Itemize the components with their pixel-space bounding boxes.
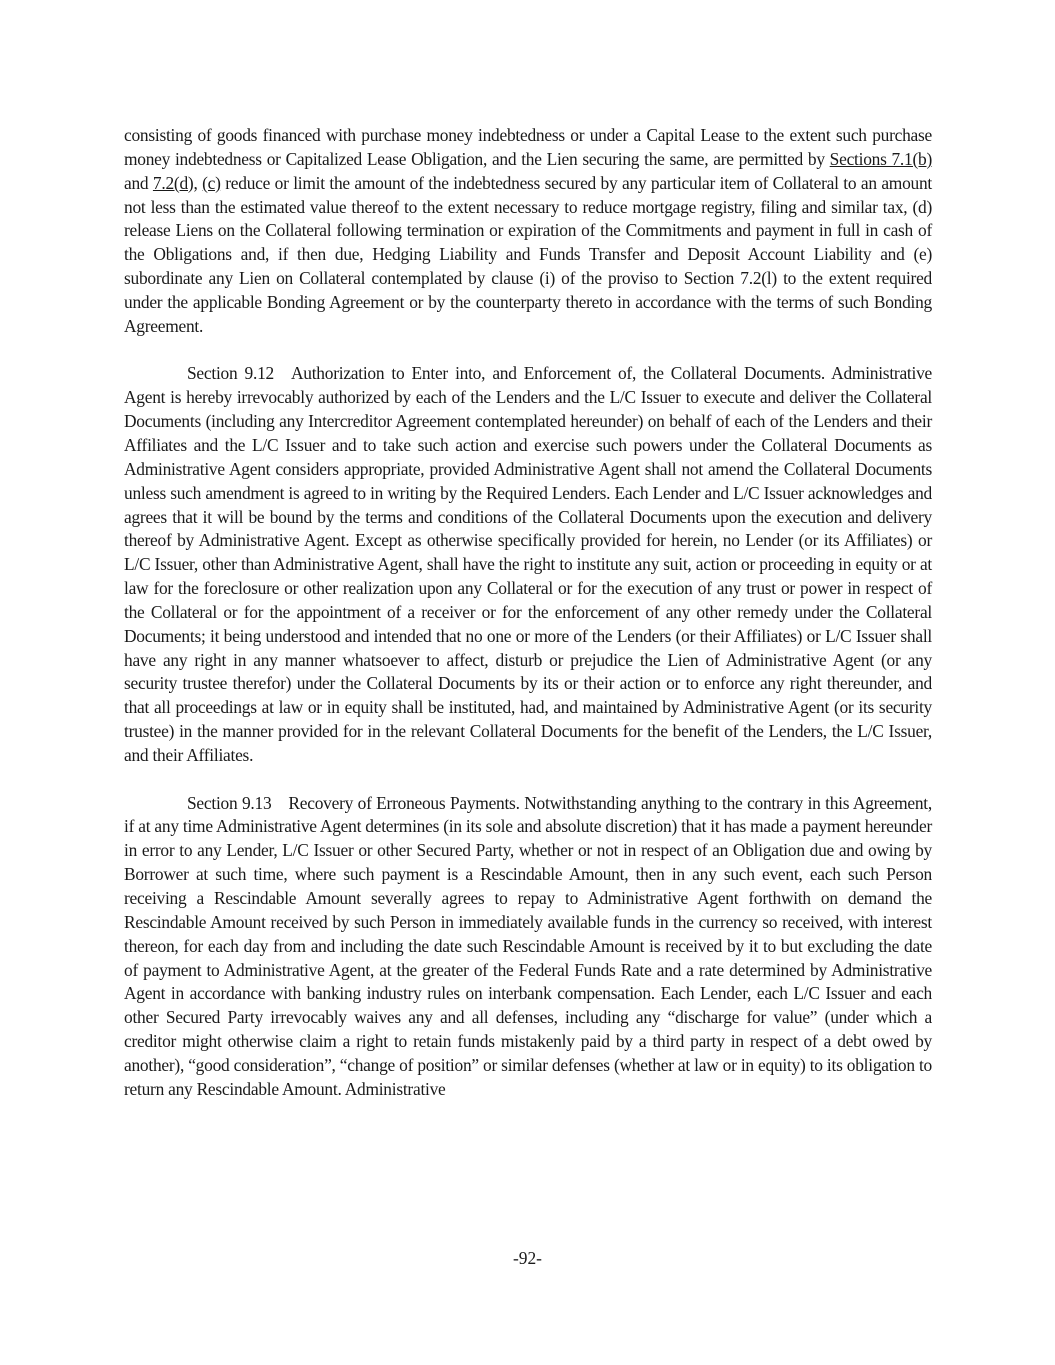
section-number: Section 9.12 [187, 363, 274, 384]
paragraph-text: consisting of goods financed with purchase money indebtedness or under a Capital Lease to the extent such purchase money indebtedness or Capitalized Lease Obligation, and the Lien securing the same, are permitted by [124, 125, 932, 169]
clause-reference-c: (c) [202, 172, 221, 193]
section-title: Recovery of Erroneous Payments. [288, 792, 520, 813]
paragraph-text: , [193, 172, 203, 193]
section-reference-7-1b: Sections 7.1(b) [829, 148, 933, 169]
section-body: Administrative Agent is hereby irrevocably authorized by each of the Lenders and the L/C Issuer to execute and deliver the Collateral Documents (including any Intercreditor Agreement contemplated hereunder) on behalf of each of the Lenders and their Affiliates and the L/C Issuer and to take such action and exercise such powers under the Collateral Documents as Administrative Agent considers appropriate, provided Administrative Agent shall not amend the Collateral Documents unless such amendment is agreed to in writing by the Required Lenders. Each Lender and L/C Issuer acknowledges and agrees that it will be bound by the terms and conditions of the Collateral Documents upon the execution and delivery thereof by Administrative Agent. Except as otherwise specifically provided for herein, no Lender (or its Affiliates) or L/C Issuer, other than Administrative Agent, shall have the right to institute any suit, action or proceeding in equity or at law for the foreclosure or other realization upon any Collateral or for the execution of any trust or power in respect of the Collateral or for the appointment of a receiver or for the enforcement of any other remedy under the Collateral Documents; it being understood and intended that no one or more of the Lenders (or their Affiliates) or L/C Issuer shall have any right in any manner whatsoever to affect, disturb or prejudice the Lien of Administrative Agent (or any security trustee therefor) under the Collateral Documents by its or their action or to enforce any right thereunder, and that all proceedings at law or in equity shall be instituted, had, and maintained by Administrative Agent (or its security trustee) in the manner provided for in the relevant Collateral Documents for the benefit of the Lenders, the L/C Issuer, and their Affiliates. [124, 363, 932, 765]
paragraph-text: and [124, 172, 153, 193]
page-number: -92- [513, 1248, 542, 1268]
paragraph-continuation [124, 124, 932, 339]
section-number: Section 9.13 [187, 792, 272, 813]
document-page [124, 124, 932, 1102]
section-body: Notwithstanding anything to the contrary in this Agreement, if at any time Administrative Agent determines (in its sole and absolute discretion) that it has made a payment hereunder in error to any Lender, L/C Issuer or other Secured Party, whether or not in respect of an Obligation due and owing by Borrower at such time, where such payment is a Rescindable Amount, then in any such event, each such Person receiving a Rescindable Amount severally agrees to repay to Administrative Agent forthwith on demand the Rescindable Amount received by such Person in immediately available funds in the currency so received, with interest thereon, for each day from and including the date such Rescindable Amount is received by it to but excluding the date of payment to Administrative Agent, at the greater of the Federal Funds Rate and a rate determined by Administrative Agent in accordance with banking industry rules on interbank compensation. Each Lender, each L/C Issuer and each other Secured Party irrevocably waives any and all defenses, including any “discharge for value” (under which a creditor might otherwise claim a right to retain funds mistakenly paid by a third party in respect of a debt owed by another), “good consideration”, “change of position” or similar defenses (whether at law or in equity) to its obligation to return any Rescindable Amount. Administrative [124, 792, 932, 1099]
section-title: Authorization to Enter into, and Enforcement of, the Collateral Documents. [290, 363, 826, 384]
section-9-13 [124, 792, 932, 1102]
paragraph-text: reduce or limit the amount of the indebtedness secured by any particular item of Collateral to an amount not less than the estimated value thereof to the extent necessary to reduce mortgage registry, filing and similar tax, (d) release Liens on the Collateral following termination or expiration of the Commitments and payment in full in cash of the Obligations and, if then due, Hedging Liability and Funds Transfer and Deposit Account Liability and (e) subordinate any Lien on Collateral contemplated by clause (i) of the proviso to Section 7.2(l) to the extent required under the applicable Bonding Agreement or by the counterparty thereto in accordance with the terms of such Bonding Agreement. [124, 172, 932, 336]
section-9-12 [124, 362, 932, 767]
section-reference-7-2d: 7.2(d) [152, 172, 194, 193]
